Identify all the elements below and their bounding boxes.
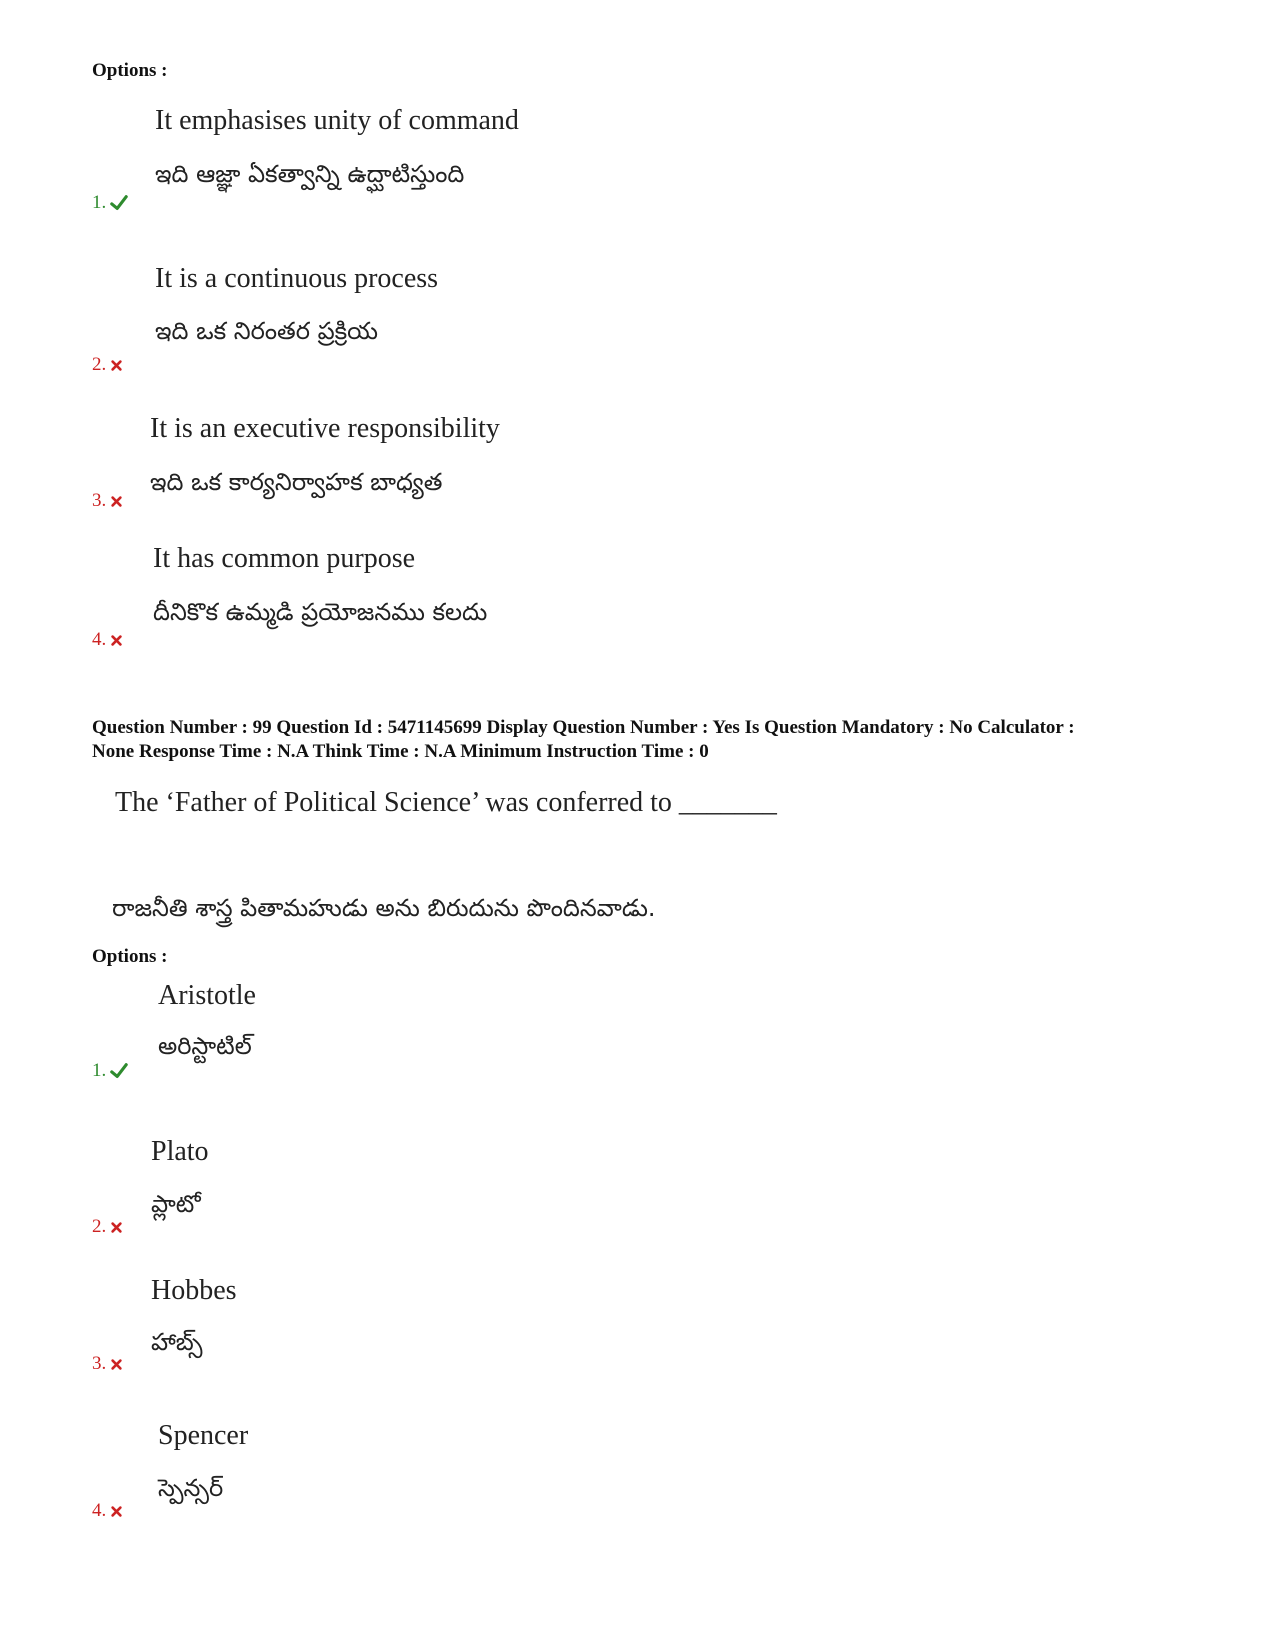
option-telugu: ఇది ఆజ్ఞా ఏకత్వాన్ని ఉద్ఘాటిస్తుంది [155,160,465,188]
option-number-wrong [92,490,123,512]
option-number-wrong [92,629,123,651]
option-english: It is a continuous process [155,263,439,294]
option-telugu: ప్లాటో [151,1190,201,1218]
option-telugu: ఇది ఒక నిరంతర ప్రక్రియ [155,317,379,345]
option-number: 3. [92,1353,107,1374]
option-number: 4. [92,629,107,650]
option-telugu: స్పెన్సర్ [158,1474,224,1502]
option-english: Plato [151,1136,209,1167]
cross-icon [110,359,123,372]
option-telugu: అరిస్టాటిల్ [158,1032,252,1060]
option-number-correct [92,192,128,214]
check-icon [110,1062,128,1080]
option-number: 2. [92,1216,107,1237]
option-english: Hobbes [151,1275,237,1306]
options-label: Options : [92,946,168,967]
option-telugu: ఇది ఒక కార్యనిర్వాహక బాధ్యత [150,468,443,496]
option-number: 4. [92,1500,107,1521]
option-telugu: హాబ్స్ [151,1328,203,1356]
cross-icon [110,495,123,508]
options-label: Options : [92,60,168,81]
cross-icon [110,1505,123,1518]
question-meta-line: Question Number : 99 Question Id : 5471145699 Display Question Number : Yes Is Question Mandatory : No Calculator : [92,717,1075,738]
check-icon [110,194,128,212]
option-english: Aristotle [158,980,256,1011]
option-english: Spencer [158,1420,249,1451]
option-english: It emphasises unity of command [155,105,519,136]
option-number: 2. [92,354,107,375]
option-number-wrong [92,1500,123,1522]
option-number: 1. [92,1060,107,1081]
option-english: It has common purpose [153,543,416,574]
option-number-wrong [92,1353,123,1375]
question-stem-english: The ‘Father of Political Science’ was conferred to _______ [115,787,777,818]
cross-icon [110,1358,123,1371]
option-number-correct [92,1060,128,1082]
option-number-wrong [92,354,123,376]
question-metadata [92,716,1202,764]
cross-icon [110,634,123,647]
option-english: It is an executive responsibility [150,413,500,444]
option-number: 3. [92,490,107,511]
option-number: 1. [92,192,107,213]
option-number-wrong [92,1216,123,1238]
question-meta-line: None Response Time : N.A Think Time : N.A Minimum Instruction Time : 0 [92,741,709,762]
question-stem-telugu: రాజనీతి శాస్త్ర పితామహుడు అను బిరుదును పొందినవాడు. [112,894,656,922]
option-telugu: దీనికొక ఉమ్మడి ప్రయోజనము కలదు [153,598,488,626]
cross-icon [110,1221,123,1234]
